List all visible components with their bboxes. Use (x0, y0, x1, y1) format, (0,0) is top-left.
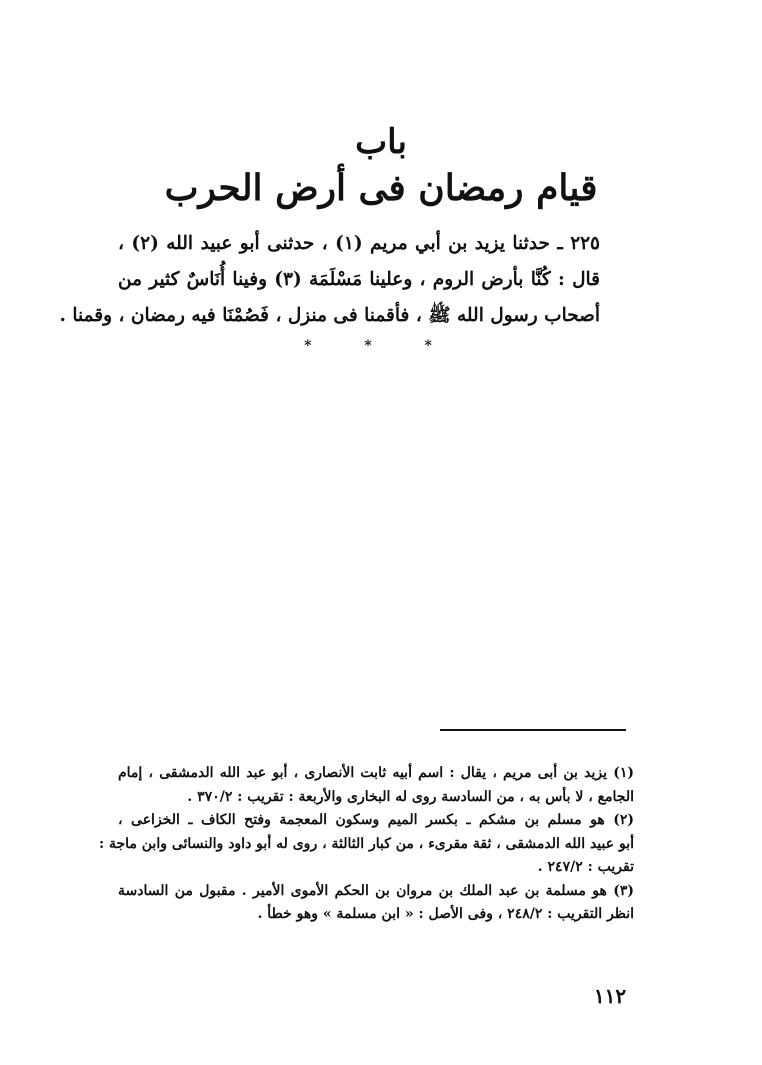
footnotes (98, 762, 634, 927)
page-number: ١١٢ (593, 984, 627, 1008)
body-line-1: ٢٢٥ ـ حدثنا يزيد بن أبي مريم (١) ، حدثنى أبو عبيد الله (٢) ، (118, 233, 600, 254)
footnote-line-6: (٣) هو مسلمة بن عبد الملك بن مروان بن الحكم الأموى الأمير . مقبول من السادسة (118, 882, 634, 899)
footnote-line-4: أبو عبيد الله الدمشقى ، ثقة مقرىء ، من كبار الثالثة ، روى له أبو داود والنسائى وابن ماجة : (98, 835, 634, 852)
footnote-divider (440, 729, 626, 731)
footnote-line-3: (٢) هو مسلم بن مشكم ـ بكسر الميم وسكون المعجمة وفتح الكاف ـ الخزاعى ، (118, 812, 634, 828)
chapter-title: قيام رمضان فى أرض الحرب (164, 167, 598, 209)
chapter-label: باب (355, 122, 407, 162)
footnote-line-1: (١) يزيد بن أبى مريم ، يقال : اسم أبيه ثابت الأنصارى ، أبو عبد الله الدمشقى ، إمام (118, 765, 634, 781)
body-line-2: قال : كُنَّا بأرض الروم ، وعلينا مَسْلَمَة (٣) وفينا أُنَاسٌ كثير من (118, 269, 600, 290)
footnote-line-7: انظر التقريب : ٢٤٨/٢ ، وفى الأصل : « ابن مسلمة » وهو خطأ . (257, 906, 634, 922)
footnote-line-5: تقريب : ٢٤٧/٢ . (537, 859, 634, 875)
hadith-text (59, 226, 600, 334)
footnote-line-2: الجامع ، لا بأس به ، من السادسة روى له البخارى والأربعة : تقريب : ٣٧٠/٢ . (187, 788, 634, 805)
body-line-3: أصحاب رسول الله ﷺ ، فأقمنا فى منزل ، فَصُمْنَا فيه رمضان ، وقمنا . (59, 305, 600, 326)
section-separator: * * * (304, 338, 456, 354)
